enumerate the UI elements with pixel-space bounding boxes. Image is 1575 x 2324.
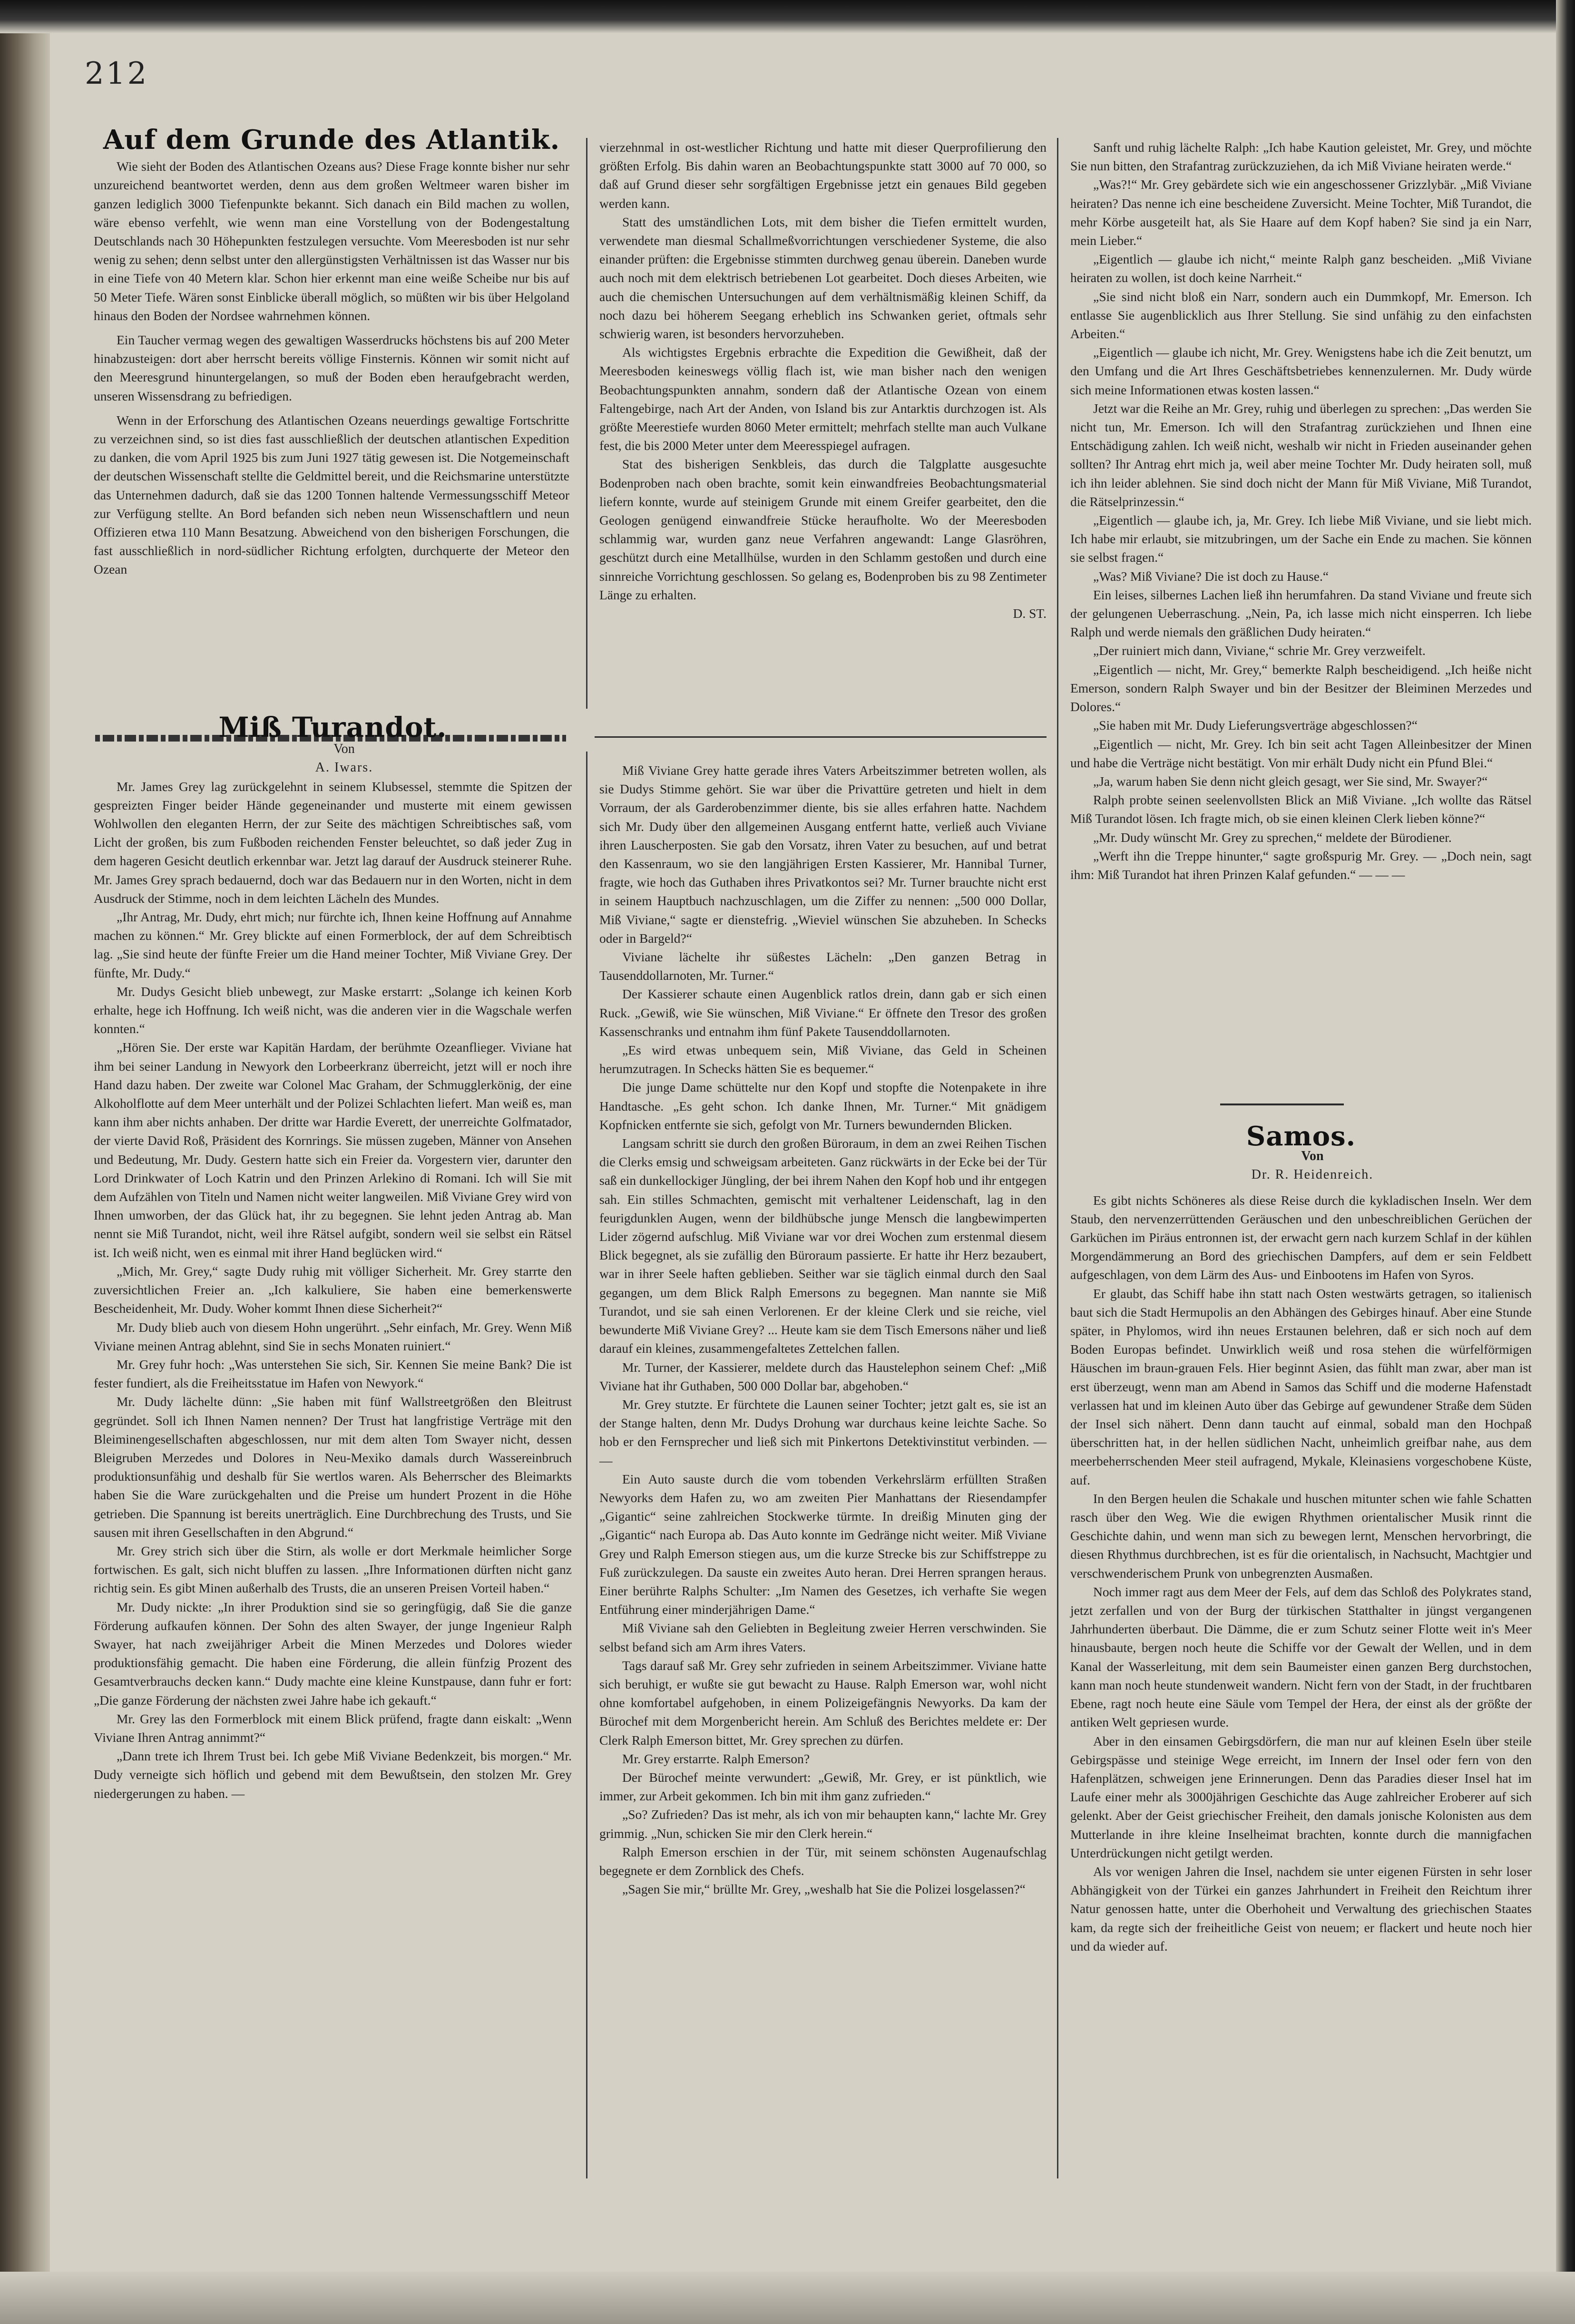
turandot-paragraph: Langsam schritt sie durch den großen Büroraum, in dem an zwei Reihen Tischen die Clerks emsig und schweigsam arbeiteten. Ganz rückwärts in der Ecke bei der Tür saß ein dunkellockiger Jüngling, der bei ihrem Nahen den Kopf hob und ihr entgegen sah. Ein stilles Schmachten, gemischt mit verhaltener Leidenschaft, lag in den feurigdunklen Augen, wenn der bildhübsche junge Mensch die langbewimperten Lider zögernd aufschlug. Miß Viviane war vor drei Wochen zum erstenmal diesem Blick begegnet, als sie zufällig den Büroraum passierte. Er hatte ihr Herz bezaubert, war in ihrer Seele haften geblieben. Seither war sie täglich einmal durch den Saal gegangen, um dem Blick Ralph Emersons zu begegnen. Man nannte sie Miß Turandot, und sie sah einen Verlorenen. Er der kleine Clerk und sie reiche, viel bewunderte Miß Viviane Grey? ... Heute kam sie dem Tisch Emersons näher und ließ darauf ein kleines, zusammengefaltetes Zettelchen fallen. <box>599 1136 1047 1356</box>
turandot-paragraph: Der Kassierer schaute einen Augenblick ratlos drein, dann gab er sich einen Ruck. „Gewiß, wie Sie wünschen, Miß Viviane.“ Er öffnete den Tresor des großen Kassenschranks und entnahm ihm fünf Pakete Tausenddollarnoten. <box>599 986 1047 1039</box>
turandot-paragraph: Mr. Dudy lächelte dünn: „Sie haben mit fünf Wallstreetgrößen den Bleitrust gegründet. Soll ich Ihnen Namen nennen? Der Trust hat langfristige Verträge mit den Bleiminengesellschaften abgeschlossen, nur mit dem alten Tom Swayer nicht, dessen Bleigruben Merzedes und Dolores in Neu-Mexiko damals durch Wassereinbruch produktionsunfähig und deshalb für Sie wertlos waren. Als Beherrscher des Bleimarkts haben Sie die Ware zurückgehalten und die Preise um hundert Prozent in die Höhe getrieben. Die Spannung ist bereits unerträglich. Eine Durchbrechung des Trusts, und Sie sausen mit ihren Gesellschaften in den Abgrund.“ <box>94 1394 572 1540</box>
turandot-paragraph: „Ihr Antrag, Mr. Dudy, ehrt mich; nur fürchte ich, Ihnen keine Hoffnung auf Annahme machen zu können.“ Mr. Grey blickte auf einen Formerblock, der auf dem Schreibtisch lag. „Sie sind heute der fünfte Freier um die Hand meiner Tochter, Miß Viviane Grey. Der fünfte, Mr. Dudy.“ <box>94 909 572 980</box>
atlantik-signature: D. ST. <box>1013 606 1047 621</box>
turandot-column-1 <box>94 711 572 1803</box>
section-divider <box>1220 1103 1344 1105</box>
turandot-paragraph: Mr. Grey fuhr hoch: „Was unterstehen Sie sich, Sir. Kennen Sie meine Bank? Die ist fester fundiert, als die Freiheitsstatue im Hafen von Newyork.“ <box>94 1357 572 1391</box>
turandot-paragraph: „Was? Miß Viviane? Die ist doch zu Hause.“ <box>1093 568 1329 584</box>
turandot-paragraph: „Sie sind nicht bloß ein Narr, sondern auch ein Dummkopf, Mr. Emerson. Ich entlasse Sie augenblicklich aus Ihrer Stellung. Sie sind unfähig zu den einfachsten Arbeiten.“ <box>1070 289 1532 342</box>
turandot-paragraph: Mr. Grey strich sich über die Stirn, als wolle er dort Merkmale heimlicher Sorge fortwischen. Es galt, sich nicht bluffen zu lassen. „Ihre Informationen dürften nicht ganz richtig sein. Es gibt Minen außerhalb des Trusts, die an unseren Preisen Vorteil haben.“ <box>94 1543 572 1596</box>
samos-paragraph: Als vor wenigen Jahren die Insel, nachdem sie unter eigenen Fürsten in sehr loser Abhängigkeit von der Türkei ein ganzes Jahrhundert in Freiheit den Reichtum ihrer Natur genossen hatte, unter die Oberhoheit und Verwaltung des griechischen Staates kam, da regte sich der freiheitliche Geist von neuem; er flackert und heute noch hier und da wieder auf. <box>1070 1864 1532 1953</box>
turandot-paragraph: „Mr. Dudy wünscht Mr. Grey zu sprechen,“ meldete der Bürodiener. <box>1093 830 1452 845</box>
turandot-paragraph: „Eigentlich — glaube ich nicht,“ meinte Ralph ganz bescheiden. „Miß Viviane heiraten zu wollen, ist doch keine Narrheit.“ <box>1070 252 1532 285</box>
turandot-column-3 <box>1070 138 1532 884</box>
turandot-paragraph: Sanft und ruhig lächelte Ralph: „Ich habe Kaution geleistet, Mr. Grey, und möchte Sie nun bitten, den Strafantrag zurückzuziehen, da ich Miß Viviane heiraten werde.“ <box>1070 140 1532 174</box>
atlantik-paragraph: Als wichtigstes Ergebnis erbrachte die Expedition die Gewißheit, daß der Meeresboden keineswegs völlig flach ist, wie man bisher nach den wenigen Beobachtungspunkten annahm, sondern daß der Atlantische Ozean von einem Faltengebirge, nach Art der Anden, von Island bis zur Antarktis durchzogen ist. Als größte Meerestiefe wurden 8060 Meter ermittelt; mehrfach stellte man auch Vulkane fest, die bis 2000 Meter unter dem Meeresspiegel aufragen. <box>599 345 1047 453</box>
turandot-paragraph: Der Bürochef meinte verwundert: „Gewiß, Mr. Grey, er ist pünktlich, wie immer, zur Arbeit gekommen. Ich bin mit ihm ganz zufrieden.“ <box>599 1769 1047 1804</box>
atlantik-column-left <box>94 124 569 579</box>
turandot-paragraph: „Eigentlich — glaube ich, ja, Mr. Grey. Ich liebe Miß Viviane, und sie liebt mich. Ich habe mir erlaubt, sie mitzubringen, um der Sache ein Ende zu machen. Sie können sie selbst fragen.“ <box>1070 513 1532 565</box>
scan-bottom-edge <box>0 2272 1575 2324</box>
turandot-paragraph: „Der ruiniert mich dann, Viviane,“ schrie Mr. Grey verzweifelt. <box>1093 643 1426 658</box>
turandot-paragraph: Miß Viviane sah den Geliebten in Begleitung zweier Herren verschwinden. Sie selbst befand sich am Arm ihres Vaters. <box>599 1621 1047 1654</box>
column-divider <box>586 138 587 709</box>
samos-paragraph: In den Bergen heulen die Schakale und huschen mitunter schen wie fahle Schatten rasch über den Weg. Wie die ewigen Rhythmen orientalischer Musik rinnt die Geschichte dahin, und wenn man sich zu bewegen lernt, Menschen hervorbringt, die diesen Rhythmus durchbrechen, ist es für die orientalisch, in Nachsucht, Machtgier und verschwenderischem Prunk von unbegrenzten Ausmaßen. <box>1070 1491 1532 1581</box>
column-divider <box>586 752 587 2178</box>
turandot-paragraph: „Was?!“ Mr. Grey gebärdete sich wie ein angeschossener Grizzlybär. „Miß Viviane heiraten? Das nenne ich eine bescheidene Zuversicht. Meine Tochter, Miß Turandot, die mehr Körbe ausgeteilt hat, als Sie Haare auf dem Kopf haben? Sie sind ja ein Narr, mein Lieber.“ <box>1070 177 1532 248</box>
turandot-paragraph: „Dann trete ich Ihrem Trust bei. Ich gebe Miß Viviane Bedenkzeit, bis morgen.“ Mr. Dudy verneigte sich höflich und gebend mit dem Bewußtsein, den stolzen Mr. Grey niedergerungen zu haben. — <box>94 1748 572 1801</box>
atlantik-paragraph: vierzehnmal in ost-westlicher Richtung und hatte mit dieser Querprofilierung den größten Erfolg. Bis dahin waren an Beobachtungspunkte statt 3000 auf 70 000, so daß auf Grund dieser sehr sorgfältigen Ergebnisse jetzt ein genaues Bild gegeben werden kann. <box>599 140 1047 211</box>
page-number: 212 <box>85 56 149 91</box>
turandot-paragraph: Jetzt war die Reihe an Mr. Grey, ruhig und überlegen zu sprechen: „Das werden Sie nicht tun, Mr. Emerson. Ich will den Strafantrag zurückziehen und Ihnen eine Entschädigung zahlen. Ich weiß nicht, weshalb wir nicht in Frieden auseinander gehen sollten? Ihr Antrag ehrt mich ja, weil aber meine Tochter Mr. Dudy heiraten soll, muß ich ihn leider ablehnen. Sie sind doch nicht der Mann für Miß Viviane, Miß Turandot, die Rätselprinzessin.“ <box>1070 400 1532 509</box>
samos-paragraph: Noch immer ragt aus dem Meer der Fels, auf dem das Schloß des Polykrates stand, jetzt zerfallen und von der Burg der türkischen Statthalter in jüngst vergangenen Jahrhunderten überbaut. Die Dämme, die er zum Schutz seiner Flotte weit in's Meer hinausbaute, bergen noch heute die Schiffe vor der Gewalt der Wellen, und in dem Kanal der Wasserleitung, mit dem sein Baumeister einen ganzen Berg durchstochen, kann man noch heute stundenweit wandern. Nicht fern von der Stadt, in der fruchtbaren Ebene, ragt noch heute eine Säule vom Tempel der Hera, der einst als der größte der antiken Welt gepriesen wurde. <box>1070 1584 1532 1730</box>
turandot-paragraph: Mr. Grey las den Formerblock mit einem Blick prüfend, fragte dann eiskalt: „Wenn Viviane Ihren Antrag annimmt?“ <box>94 1711 572 1745</box>
turandot-paragraph: Mr. Dudys Gesicht blieb unbewegt, zur Maske erstarrt: „Solange ich keinen Korb erhalte, hege ich Hoffnung. Ich weiß nicht, was die anderen vier in die Wagschale werfen konnten.“ <box>94 984 572 1036</box>
turandot-paragraph: Mr. Grey stutzte. Er fürchtete die Launen seiner Tochter; jetzt galt es, sie ist an der Stange halten, denn Mr. Dudys Drohung war durchaus keine leichte Sache. So hob er den Fernsprecher und ließ sich mit Pinkertons Detektivinstitut verbinden. — — <box>599 1396 1047 1468</box>
turandot-paragraph: Mr. Grey erstarrte. Ralph Emerson? <box>622 1751 810 1766</box>
scan-right-edge <box>1556 0 1575 2324</box>
turandot-paragraph: Mr. Dudy blieb auch von diesem Hohn ungerührt. „Sehr einfach, Mr. Grey. Wenn Miß Viviane meinen Antrag ablehnt, sind Sie in sechs Monaten ruiniert.“ <box>94 1319 572 1353</box>
turandot-paragraph: Ein leises, silbernes Lachen ließ ihn herumfahren. Da stand Viviane und freute sich der gelungenen Ueberraschung. „Nein, Pa, ich lasse mich nicht einsperren. Ich liebe Ralph und werde niemals den gräßlichen Dudy heiraten.“ <box>1070 587 1532 640</box>
samos-byline: Von <box>1301 1149 1324 1164</box>
atlantik-paragraph: Wenn in der Erforschung des Atlantischen Ozeans neuerdings gewaltige Fortschritte zu verzeichnen sind, so ist dies fast ausschließlich der deutschen atlantischen Expedition zu danken, die vom April 1925 bis zum Juni 1927 tätig gewesen ist. Die Notgemeinschaft der deutschen Wissenschaft stellte die Geldmittel bereit, und die Reichsmarine unterstützte das Unternehmen dadurch, daß sie das 1200 Tonnen haltende Vermessungsschiff Meteor zur Verfügung stellte. An Bord befanden sich neben neun Wissenschaftlern und neun Offizieren etwa 110 Mann Besatzung. Abweichend von den bisherigen Forschungen, die fast ausschließlich in nord-südlicher Richtung erfolgten, durchquerte der Meteor den Ozean <box>94 412 569 577</box>
samos-paragraph: Er glaubt, das Schiff habe ihn statt nach Osten westwärts getragen, so italienisch baut sich die Stadt Hermupolis an den Abhängen des Gebirges hinauf. Aber eine Stunde später, in Phylomos, wird ihn neues Erstaunen belehren, daß er sich noch auf dem Boden Europas befindet. Unwirklich weiß und rosa stehen die würfelförmigen Häuschen im braun-grauen Fels. Hier beginnt Asien, das fühlt man zwar, aber man ist erst überzeugt, wenn man am Abend in Samos das Schiff und die moderne Hafenstadt verlassen hat und im kleinen Auto über das Gebirge auf gewundener Straße dem Süden der Insel sich nähert. Denn dann taucht auf einmal, sobald man den Hochpaß überschritten hat, in der hellen südlichen Nacht, unheimlich greifbar nahe, aus dem meerbeherrschenden Meer steil aufragend, Mykale, Kleinasiens vorgeschobene Küste, auf. <box>1070 1286 1532 1487</box>
atlantik-column-right <box>599 138 1047 623</box>
turandot-paragraph: Tags darauf saß Mr. Grey sehr zufrieden in seinem Arbeitszimmer. Viviane hatte sich beruhigt, er wußte sie gut bewacht zu Hause. Ralph Emerson war, wohl nicht ohne komfortabel aufgehoben, in einem Polizeigefängnis Newyorks. Da kam der Bürochef mit dem Morgenbericht herein. Am Schluß des Berichtes meldete er: Der Clerk Ralph Emerson bittet, Mr. Grey sprechen zu dürfen. <box>599 1658 1047 1748</box>
turandot-paragraph: „Eigentlich — glaube ich nicht, Mr. Grey. Wenigstens habe ich die Zeit benutzt, um den Umfang und die Art Ihres Geschäftsbetriebes kennenzulernen. Mr. Dudy würde sich meine Informationen etwas kosten lassen.“ <box>1070 345 1532 397</box>
turandot-paragraph: „Ja, warum haben Sie denn nicht gleich gesagt, wer Sie sind, Mr. Swayer?“ <box>1093 773 1488 789</box>
atlantik-paragraph: Stat des bisherigen Senkbleis, das durch die Talgplatte ausgesuchte Bodenproben nach oben brachte, somit kein einwandfreies Beobachtungsmaterial liefern konnte, wurde auf steinigem Grunde mit einem Greifer gearbeitet, den die Geologen genügend einwandfreie Stücke heraufholte. Wo der Meeresboden schlammig war, wurden ganz neue Verfahren angewandt: Lange Glasröhren, geschützt durch eine Metallhülse, wurden in den Schlamm gestoßen und durch eine sinnreiche Vorrichtung geschlossen. So gelang es, Bodenproben bis zu 98 Zentimeter Länge zu erhalten. <box>599 457 1047 602</box>
atlantik-paragraph: Ein Taucher vermag wegen des gewaltigen Wasserdrucks höchstens bis auf 200 Meter hinabzusteigen: dort aber herrscht bereits völlige Finsternis. Können wir somit nicht auf den Meeresgrund hinuntergelangen, so muß der Boden eben heraufgebracht werden, unseren Wissensdrang zu befriedigen. <box>94 332 569 403</box>
turandot-paragraph: „Sagen Sie mir,“ brüllte Mr. Grey, „weshalb hat Sie die Polizei losgelassen?“ <box>622 1882 1026 1897</box>
turandot-paragraph: Mr. Dudy nickte: „In ihrer Produktion sind sie so geringfügig, daß Sie die ganze Förderung aufkaufen können. Der Sohn des alten Swayer, der junge Ingenieur Ralph Swayer, hat nach zweijähriger Arbeit die Minen Merzedes und Dolores wieder produktionsfähig gemacht. Die haben eine Förderung, die allein fünfzig Prozent des Gesamtverbrauchs decken kann.“ Dudy machte eine kleine Kunstpause, dann fuhr er fort: „Die ganze Förderung der nächsten zwei Jahre habe ich gekauft.“ <box>94 1599 572 1708</box>
section-divider <box>595 736 1047 738</box>
atlantik-paragraph: Wie sieht der Boden des Atlantischen Ozeans aus? Diese Frage konnte bisher nur sehr unzureichend beantwortet werden, denn aus dem großen Weltmeer waren bisher im ganzen lediglich 3000 Tiefenpunkte bekannt. Sich danach ein Bild machen zu wollen, wäre ebenso verfehlt, wie wenn man eine Vorstellung von der Bodengestaltung Deutschlands nach 30 Höhepunkten festzulegen versuchte. Vom Meeresboden ist nur sehr wenig zu sehen; denn selbst unter den allergünstigsten Verhältnissen ist das Wasser nur bis in eine Tiefe von 40 Metern klar. Schon hier erkennt man eine weiße Scheibe nur bis auf 50 Meter Tiefe. Wären sonst Einblicke überall möglich, so müßten wir bis über Helgoland hinaus den Boden der Nordsee wahrnehmen können. <box>94 159 569 323</box>
turandot-paragraph: „Werft ihn die Treppe hinunter,“ sagte großspurig Mr. Grey. — „Doch nein, sagt ihm: Miß Turandot hat ihren Prinzen Kalaf gefunden.“ — — — <box>1070 848 1532 882</box>
atlantik-title: Auf dem Grunde des Atlantik. <box>103 124 560 156</box>
column-divider <box>1057 138 1058 2178</box>
book-binding-edge <box>0 33 50 2324</box>
samos-column <box>1070 1121 1532 1955</box>
turandot-paragraph: Die junge Dame schüttelte nur den Kopf und stopfte die Notenpakete in ihre Handtasche. „Es geht schon. Ich danke Ihnen, Mr. Turner.“ Mit gnädigem Kopfnicken entfernte sie sich, gefolgt von Mr. Turners bewundernden Blicken. <box>599 1080 1047 1132</box>
turandot-paragraph: „Eigentlich — nicht, Mr. Grey. Ich bin seit acht Tagen Alleinbesitzer der Minen und habe die Verträge nicht bestätigt. Von mir erhält Dudy nicht ein Pfund Blei.“ <box>1070 736 1532 770</box>
turandot-paragraph: „So? Zufrieden? Das ist mehr, als ich von mir behaupten kann,“ lachte Mr. Grey grimmig. „Nun, schicken Sie mir den Clerk herein.“ <box>599 1807 1047 1841</box>
samos-author: Dr. R. Heidenreich. <box>1251 1167 1374 1182</box>
turandot-paragraph: „Eigentlich — nicht, Mr. Grey,“ bemerkte Ralph bescheidigend. „Ich heiße nicht Emerson, sondern Ralph Swayer und bin der Besitzer der Bleiminen Merzedes und Dolores.“ <box>1070 662 1532 714</box>
samos-paragraph: Aber in den einsamen Gebirgsdörfern, die man nur auf kleinen Eseln über steile Gebirgspässe und steinige Wege erreicht, im Innern der Insel oder fern von den Hafenplätzen, schweigen jene Erinnerungen. Denn das Paradies dieser Insel hat im Laufe einer mehr als 3000jährigen Geschichte das Auge zahlreicher Eroberer auf sich gelenkt. Aber der Geist griechischer Freiheit, den damals jonische Kolonisten aus dem Mutterlande in ihre kleine Inselheimat brachten, konnte durch die mannigfachen Unterdrückungen nicht getilgt werden. <box>1070 1733 1532 1860</box>
turandot-paragraph: „Es wird etwas unbequem sein, Miß Viviane, das Geld in Scheinen herumzutragen. In Schecks hätten Sie es bequemer.“ <box>599 1043 1047 1076</box>
turandot-paragraph: Miß Viviane Grey hatte gerade ihres Vaters Arbeitszimmer betreten wollen, als sie Dudys Stimme gehört. Sie war über die Privattüre getreten und hielt in dem Vorraum, der als Garderobenzimmer diente, bis sie alles erfahren hatte. Nachdem sich Mr. Dudy über den allgemeinen Ausgang entfernt hatte, verließ auch Viviane ihren Lauscherposten. Sie gab den Vorsatz, ihren Vater zu besuchen, auf und betrat den Kassenraum, wo sie den langjährigen Ersten Kassierer, Mr. Hannibal Turner, fragte, wie hoch das Guthaben ihres Privatkontos sei? Mr. Turner brauchte nicht erst in seinem Hauptbuch nachzuschlagen, um die Ziffer zu nennen: „500 000 Dollar, Miß Viviane,“ sagte er dienstefrig. „Wieviel wünschen Sie abzuheben. In Schecks oder in Bargeld?“ <box>599 763 1047 946</box>
atlantik-paragraph: Statt des umständlichen Lots, mit dem bisher die Tiefen ermittelt wurden, verwendete man diesmal Schallmeßvorrichtungen verschiedener Systeme, die also einander prüften: die Ergebnisse stimmten durchweg genau überein. Daneben wurde auch noch mit dem elektrisch betriebenen Lot gearbeitet. Doch dieses Arbeiten, wie auch die chemischen Untersuchungen auf dem verhältnismäßig kleinen Schiff, da noch dazu bei höherem Seegang erheblich ins Schwanken geriet, oftmals sehr schwierig waren, ist besonders hervorzuheben. <box>599 214 1047 342</box>
turandot-paragraph: Ralph probte seinen seelenvollsten Blick an Miß Viviane. „Ich wollte das Rätsel Miß Turandot lösen. Ich fragte mich, ob sie einen kleinen Clerk lieben könne?“ <box>1070 792 1532 826</box>
turandot-paragraph: Mr. James Grey lag zurückgelehnt in seinem Klubsessel, stemmte die Spitzen der gespreizten Finger beider Hände gegeneinander und musterte mit einem gewissen Wohlwollen den eleganten Herrn, der zur Seite des mächtigen Schreibtisches saß, vom Licht der großen, bis zum Fußboden reichenden Fenster beleuchtet, so daß jeder Zug in dem hageren Gesicht deutlich erkennbar war. Jetzt lag darauf der Ausdruck steinerer Ruhe. Mr. James Grey sprach bedauernd, doch war das Bedauern nur in den Worten, nicht in dem Ausdruck der Stimme, noch in dem leichten Lächeln des Mundes. <box>94 779 572 906</box>
turandot-paragraph: Viviane lächelte ihr süßestes Lächeln: „Den ganzen Betrag in Tausenddollarnoten, Mr. Turner.“ <box>599 949 1047 983</box>
turandot-title: Miß Turandot. <box>218 711 447 743</box>
samos-paragraph: Es gibt nichts Schöneres als diese Reise durch die kykladischen Inseln. Wer dem Staub, den nervenzerrüttenden Geräuschen und den unbeschreiblichen Gerüchen der Garküchen im Piräus entronnen ist, der erwacht gern nach kurzem Schlaf in der kühlen Morgendämmerung an Bord des griechischen Dampfers, auf dem er sein Feldbett aufgeschlagen, von dem Lärm des Aus- und Einbootens im Hafen von Syros. <box>1070 1192 1532 1282</box>
turandot-author: A. Iwars. <box>315 760 373 775</box>
turandot-paragraph: Ein Auto sauste durch die vom tobenden Verkehrslärm erfüllten Straßen Newyorks dem Hafen zu, wo am zweiten Pier Manhattans der Riesendampfer „Gigantic“ seine zahlreichen Stockwerke türmte. In dreißig Minuten ging der „Gigantic“ nach Europa ab. Das Auto konnte im Gedränge nicht weiter. Miß Viviane Grey und Ralph Emerson stiegen aus, um die kurze Strecke bis zur Schiffstreppe zu Fuß zurückzulegen. Da sauste ein zweites Auto heran. Drei Herren sprangen heraus. Einer berührte Ralphs Schulter: „Im Namen des Gesetzes, ich verhafte Sie wegen Entführung einer minderjährigen Dame.“ <box>599 1471 1047 1617</box>
turandot-paragraph: „Mich, Mr. Grey,“ sagte Dudy ruhig mit völliger Sicherheit. Mr. Grey starrte den zuversichtlichen Freier an. „Ich kalkuliere, Sie haben eine bemerkenswerte Bescheidenheit, Mr. Dudy. Woher kommt Ihnen diese Sicherheit?“ <box>94 1263 572 1316</box>
scan-top-edge <box>0 0 1575 33</box>
turandot-column-2 <box>599 761 1047 1898</box>
turandot-paragraph: Ralph Emerson erschien in der Tür, mit seinem schönsten Augenaufschlag begegnete er dem Zornblick des Chefs. <box>599 1844 1047 1878</box>
turandot-paragraph: Mr. Turner, der Kassierer, meldete durch das Haustelephon seinem Chef: „Miß Viviane hat ihr Guthaben, 500 000 Dollar bar, abgehoben.“ <box>599 1359 1047 1393</box>
samos-title: Samos. <box>1246 1121 1356 1152</box>
turandot-paragraph: „Hören Sie. Der erste war Kapitän Hardam, der berühmte Ozeanflieger. Viviane hat ihm bei seiner Landung in Newyork den Lorbeerkranz überreicht, jetzt will er noch ihre Hand dazu haben. Der zweite war Colonel Mac Graham, der Schmugglerkönig, der eine Alkoholflotte auf dem Meer unterhält und der Polizei Schlachten liefert. Man weiß es, man kann ihm aber nichts anhaben. Der dritte war Hardie Everett, der unerreichte Golfmatador, der vierte David Roß, Präsident des Kornrings. Sie müssen zugeben, Männer von Ansehen und Bedeutung, Mr. Dudy. Gestern hatte sich ein Freier da. Vorgestern vier, darunter den Lord Drinkwater of Loch Katrin und den Prinzen Arlekino di Romani. Ich will Sie mit dem Aufzählen von Titeln und Namen nicht weiter langweilen. Miß Viviane Grey wird von Ihnen umworben, der das Glück hat, ihr zu begegnen. Sie lehnt jeden Antrag ab. Man nennt sie Miß Turandot, nicht, weil ihre Rätsel aufgibt, sondern weil sie selbst ein Rätsel ist. Ich weiß nicht, wen es einmal mit ihrer Hand beglücken wird.“ <box>94 1040 572 1260</box>
turandot-paragraph: „Sie haben mit Mr. Dudy Lieferungsverträge abgeschlossen?“ <box>1093 718 1418 733</box>
turandot-byline: Von <box>333 742 355 757</box>
